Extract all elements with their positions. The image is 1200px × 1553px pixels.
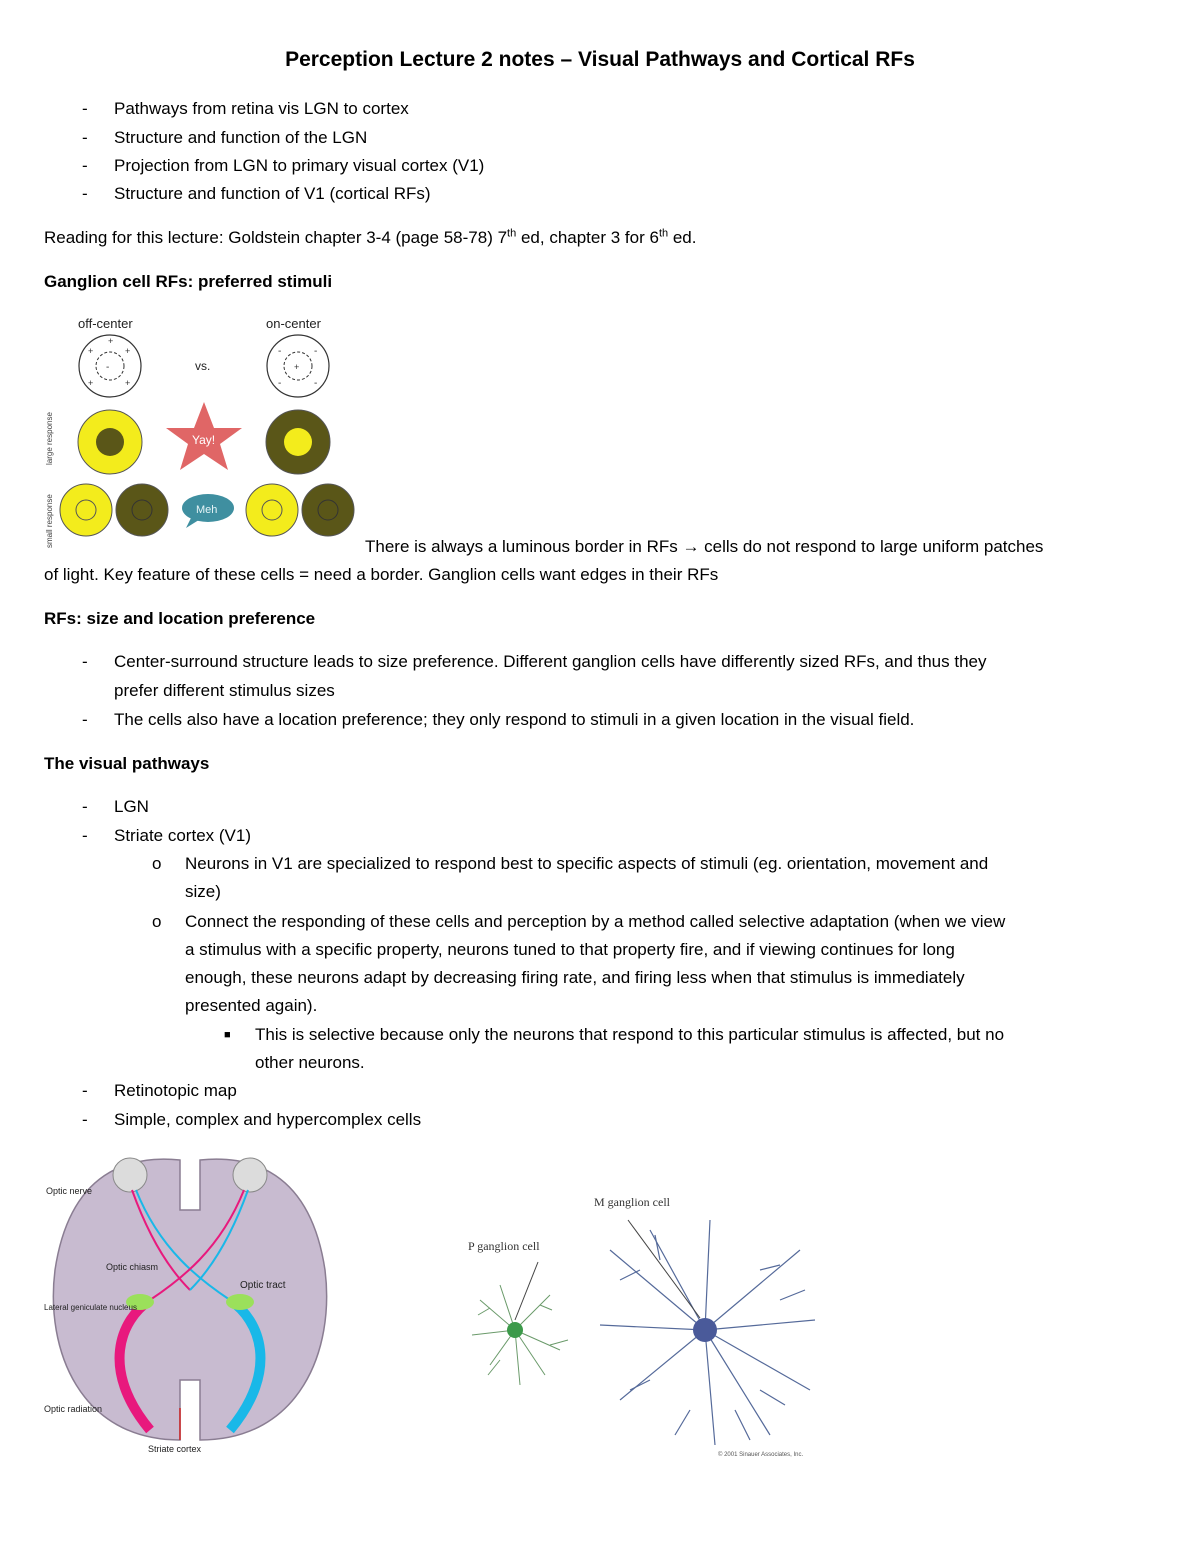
list-dash: - [82, 797, 88, 816]
off-center-label: off-center [78, 316, 133, 331]
ganglion-cell-morphology-figure [460, 1190, 820, 1470]
svg-text:-: - [106, 362, 110, 373]
yay-label: Yay! [192, 433, 216, 447]
list-item: Center-surround structure leads to size preference. Different ganglion cells have differently sized RFs, and thus they [114, 652, 987, 671]
reading-sup: th [507, 227, 517, 240]
sublist-item: Neurons in V1 are specialized to respond best to specific aspects of stimuli (eg. orientation, movement and [185, 854, 989, 873]
optic-nerve-label: Optic nerve [46, 1186, 93, 1196]
m-ganglion-cell-icon [600, 1220, 815, 1445]
svg-text:+: + [125, 378, 131, 388]
svg-text:+: + [294, 362, 300, 372]
on-center-label: on-center [266, 316, 321, 331]
reading-prefix: Reading for this lecture: Goldstein chapter 3-4 (page 58-78) 7 [44, 228, 508, 247]
right-lgn-icon [226, 1294, 254, 1310]
on-center-rf-icon [267, 335, 329, 397]
off-center-rf-icon [79, 335, 141, 397]
section-heading-pathways: The visual pathways [44, 754, 210, 773]
striate-cortex-label: Striate cortex [148, 1444, 202, 1454]
list-item-cont: prefer different stimulus sizes [114, 681, 335, 700]
optic-chiasm-label: Optic chiasm [106, 1262, 159, 1272]
vs-label: vs. [195, 359, 211, 373]
list-item: LGN [114, 797, 149, 816]
optic-tract-label: Optic tract [240, 1280, 286, 1291]
small-response-label: small response [45, 494, 54, 548]
sublist-item-cont: a stimulus with a specific property, neurons tuned to that property fire, and if viewing continues for long [185, 940, 955, 959]
meh-bubble-icon [182, 494, 234, 528]
list-item: Structure and function of V1 (cortical RFs) [114, 184, 431, 203]
svg-text:+: + [108, 336, 114, 346]
list-item: Structure and function of the LGN [114, 128, 368, 147]
svg-text:+: + [125, 346, 131, 356]
section-heading-size: RFs: size and location preference [44, 609, 316, 628]
subsublist-bullet: ■ [224, 1029, 231, 1041]
reading-mid: ed, chapter 3 for 6 [516, 228, 659, 247]
sublist-item-cont: size) [185, 882, 221, 901]
list-dash: - [82, 99, 88, 118]
list-item: Simple, complex and hypercomplex cells [114, 1110, 422, 1129]
sublist-bullet: o [152, 854, 162, 873]
reading-suffix: ed. [668, 228, 697, 247]
large-response-label: large response [45, 412, 54, 465]
list-dash: - [82, 1081, 88, 1100]
large-response-off-stimulus [78, 410, 142, 474]
svg-text:+: + [88, 378, 94, 388]
optic-radiation-label: Optic radiation [44, 1404, 103, 1414]
svg-text:-: - [314, 378, 318, 389]
list-item: Projection from LGN to primary visual cortex (V1) [114, 156, 485, 175]
sublist-item-cont: enough, these neurons adapt by decreasing firing rate, and firing less when that stimulus is immediately [185, 968, 965, 987]
meh-label: Meh [196, 504, 218, 516]
sublist-item-cont: presented again). [185, 996, 318, 1015]
ganglion-rf-figure [30, 310, 360, 550]
svg-text:+: + [88, 346, 94, 356]
visual-pathway-brain-figure [40, 1150, 340, 1460]
reading-sup: th [658, 227, 669, 240]
yay-star-icon [166, 402, 242, 470]
list-item: Pathways from retina vis LGN to cortex [114, 99, 409, 118]
list-dash: - [82, 710, 88, 729]
sublist-bullet: o [152, 912, 162, 931]
rf-border-text-line2: of light. Key feature of these cells = need a border. Ganglion cells want edges in their RFs [44, 565, 719, 584]
p-ganglion-cell-icon [472, 1285, 568, 1385]
svg-text:-: - [314, 346, 318, 357]
list-dash: - [82, 128, 88, 147]
section-heading-ganglion: Ganglion cell RFs: preferred stimuli [44, 272, 333, 291]
m-ganglion-label: M ganglion cell [594, 1195, 670, 1209]
sublist-item: Connect the responding of these cells and perception by a method called selective adaptation (when we view [185, 912, 1006, 931]
svg-text:-: - [278, 378, 282, 389]
subsublist-item-cont: other neurons. [255, 1053, 365, 1072]
subsublist-item: This is selective because only the neurons that respond to this particular stimulus is affected, but no [255, 1025, 1005, 1044]
left-eye-icon [113, 1158, 147, 1192]
list-item: Striate cortex (V1) [114, 826, 251, 845]
list-dash: - [82, 184, 88, 203]
rf-border-text-line1: There is always a luminous border in RFs → cells do not respond to large uniform patches [365, 537, 1044, 556]
list-dash: - [82, 1110, 88, 1129]
p-ganglion-label: P ganglion cell [468, 1239, 540, 1253]
brain-outline [53, 1159, 326, 1440]
copyright-label: © 2001 Sinauer Associates, Inc. [718, 1452, 804, 1458]
right-eye-icon [233, 1158, 267, 1192]
list-dash: - [82, 156, 88, 175]
list-item: The cells also have a location preference; they only respond to stimuli in a given location in the visual field. [114, 710, 915, 729]
list-item: Retinotopic map [114, 1081, 237, 1100]
large-response-on-stimulus [266, 410, 330, 474]
page-title: Perception Lecture 2 notes – Visual Pathways and Cortical RFs [285, 48, 915, 71]
svg-text:-: - [278, 346, 282, 357]
list-dash: - [82, 652, 88, 671]
reading-line [44, 224, 696, 252]
list-dash: - [82, 826, 88, 845]
lgn-label: Lateral geniculate nucleus [44, 1303, 137, 1312]
